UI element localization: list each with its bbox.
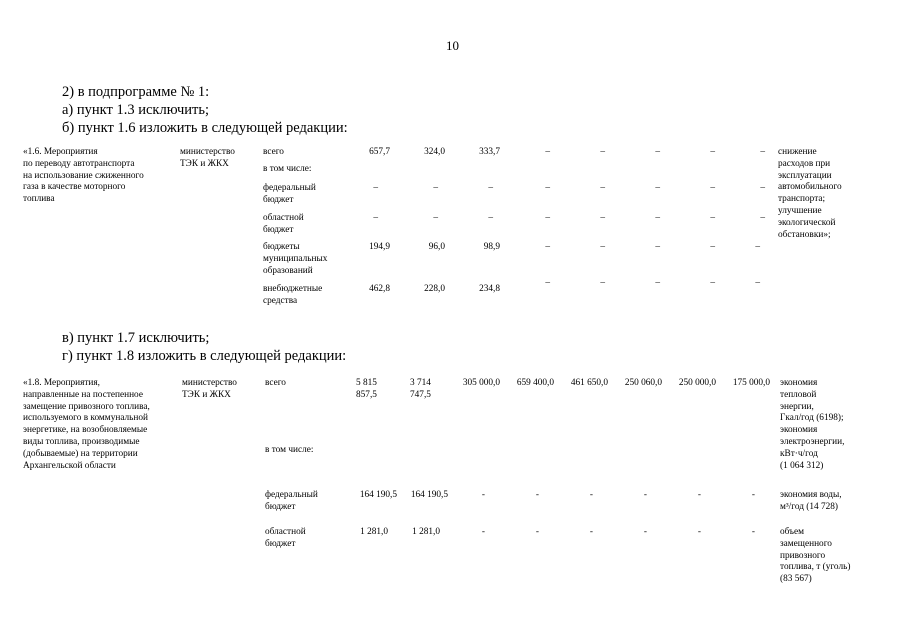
value-cell: 175 000,0 xyxy=(732,378,770,388)
page-number: 10 xyxy=(446,38,459,53)
source-label: федеральный бюджет xyxy=(263,183,316,205)
value-cell: - xyxy=(751,490,755,500)
value-cell: – xyxy=(710,213,715,223)
value-cell: 164 190,5 xyxy=(359,490,397,500)
value-cell: – xyxy=(373,213,378,223)
value-cell: 228,0 xyxy=(424,284,445,294)
value-cell: – xyxy=(545,213,550,223)
value-cell: 461 650,0 xyxy=(570,378,608,388)
value-cell: 3 714 747,5 xyxy=(410,378,431,400)
value-cell: – xyxy=(433,213,438,223)
value-cell: 5 815 857,5 xyxy=(356,378,377,400)
source-label: в том числе: xyxy=(263,164,312,174)
expected-result: объем замещенного привозного топлива, т (уголь) (83 567) xyxy=(780,527,851,585)
value-cell: - xyxy=(643,527,647,537)
value-cell: 164 190,5 xyxy=(410,490,448,500)
heading-item-1-8: г) пункт 1.8 изложить в следующей редакции: xyxy=(62,348,347,364)
value-cell: – xyxy=(600,183,605,193)
value-cell: – xyxy=(545,278,550,288)
value-cell: – xyxy=(488,213,493,223)
value-cell: – xyxy=(755,242,760,252)
value-cell: – xyxy=(655,147,660,157)
value-cell: – xyxy=(488,183,493,193)
executor: министерство ТЭК и ЖКХ xyxy=(182,378,237,400)
value-cell: – xyxy=(373,183,378,193)
value-cell: - xyxy=(643,490,647,500)
value-cell: - xyxy=(481,527,485,537)
expected-result: экономия тепловой энергии, Гкал/год (6198); экономия электроэнергии, кВт·ч/год (1 064 312) xyxy=(780,378,845,471)
value-cell: - xyxy=(589,527,593,537)
value-cell: – xyxy=(545,147,550,157)
value-cell: – xyxy=(710,183,715,193)
source-label: в том числе: xyxy=(265,445,314,455)
item-description: «1.8. Мероприятия, направленные на постепенное замещение привозного топлива, используемого в коммунальной энергетике, на возобновляемые виды топлива, производимые (добываемые) на территории Архангельской области xyxy=(23,378,150,471)
heading-item-1-3: а) пункт 1.3 исключить; xyxy=(62,102,210,118)
value-cell: – xyxy=(545,183,550,193)
value-cell: – xyxy=(433,183,438,193)
value-cell: 659 400,0 xyxy=(516,378,554,388)
value-cell: - xyxy=(697,490,701,500)
value-cell: – xyxy=(655,213,660,223)
value-cell: – xyxy=(545,242,550,252)
value-cell: – xyxy=(655,183,660,193)
source-label: всего xyxy=(263,147,284,157)
value-cell: 250 060,0 xyxy=(624,378,662,388)
value-cell: – xyxy=(710,278,715,288)
value-cell: – xyxy=(600,213,605,223)
value-cell: – xyxy=(710,242,715,252)
value-cell: 1 281,0 xyxy=(412,527,440,537)
value-cell: - xyxy=(535,527,539,537)
source-label: областной бюджет xyxy=(265,527,306,549)
value-cell: - xyxy=(535,490,539,500)
source-label: внебюджетные средства xyxy=(263,284,323,306)
heading-subprogram: 2) в подпрограмме № 1: xyxy=(62,84,210,100)
source-label: федеральный бюджет xyxy=(265,490,318,512)
value-cell: 98,9 xyxy=(483,242,500,252)
value-cell: - xyxy=(751,527,755,537)
item-description: «1.6. Мероприятия по переводу автотранспорта на использование сжиженного газа в качестве моторного топлива xyxy=(23,147,144,205)
expected-result: экономия воды, м³/год (14 728) xyxy=(780,490,842,512)
value-cell: – xyxy=(755,278,760,288)
source-label: всего xyxy=(265,378,286,388)
value-cell: 96,0 xyxy=(428,242,445,252)
value-cell: – xyxy=(600,278,605,288)
value-cell: – xyxy=(760,183,765,193)
value-cell: 324,0 xyxy=(424,147,445,157)
value-cell: 305 000,0 xyxy=(462,378,500,388)
value-cell: 194,9 xyxy=(369,242,390,252)
value-cell: – xyxy=(600,147,605,157)
value-cell: 1 281,0 xyxy=(360,527,388,537)
heading-item-1-6: б) пункт 1.6 изложить в следующей редакции: xyxy=(62,120,348,136)
value-cell: 657,7 xyxy=(369,147,390,157)
value-cell: – xyxy=(710,147,715,157)
heading-item-1-7: в) пункт 1.7 исключить; xyxy=(62,330,210,346)
value-cell: – xyxy=(760,213,765,223)
value-cell: - xyxy=(589,490,593,500)
source-label: бюджеты муниципальных образований xyxy=(263,242,328,276)
value-cell: 234,8 xyxy=(479,284,500,294)
value-cell: – xyxy=(655,278,660,288)
value-cell: – xyxy=(760,147,765,157)
value-cell: 462,8 xyxy=(369,284,390,294)
value-cell: 333,7 xyxy=(479,147,500,157)
executor: министерство ТЭК и ЖКХ xyxy=(180,147,235,169)
value-cell: - xyxy=(481,490,485,500)
source-label: областной бюджет xyxy=(263,213,304,235)
expected-result: снижение расходов при эксплуатации автомобильного транспорта; улучшение экологической обстановки»; xyxy=(778,147,842,240)
value-cell: - xyxy=(697,527,701,537)
value-cell: – xyxy=(655,242,660,252)
value-cell: – xyxy=(600,242,605,252)
value-cell: 250 000,0 xyxy=(678,378,716,388)
